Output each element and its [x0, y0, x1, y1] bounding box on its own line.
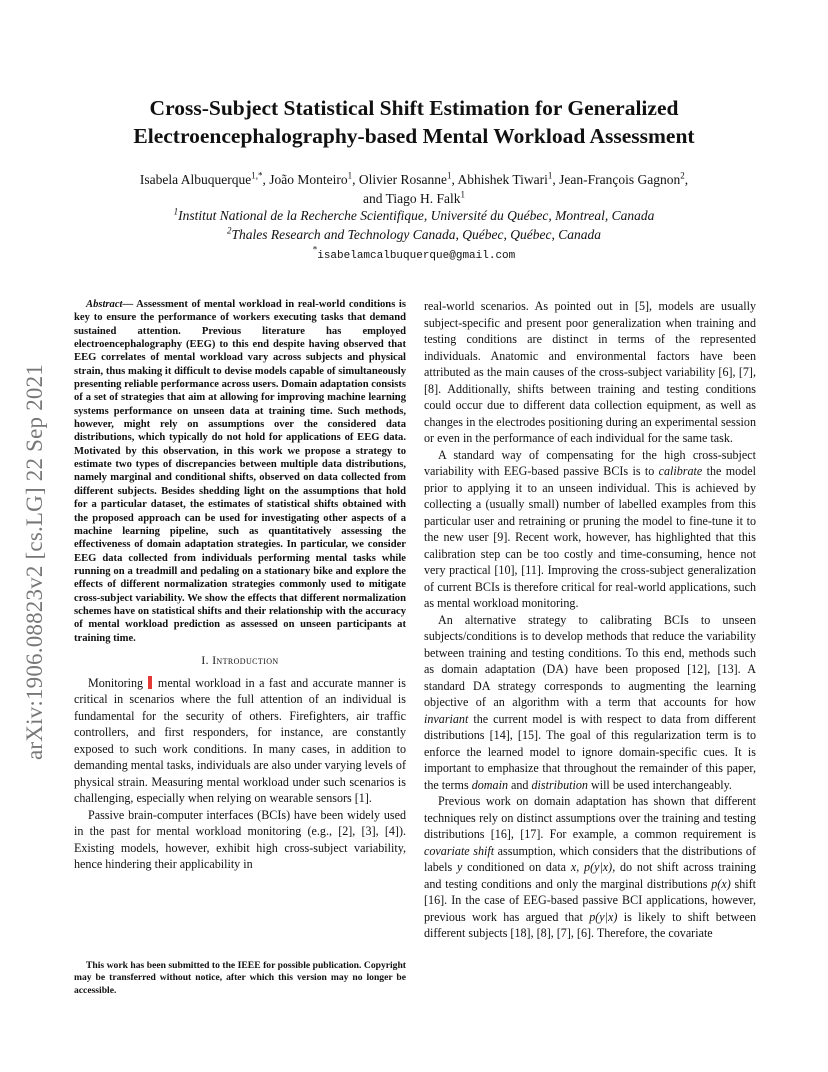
affiliations	[80, 206, 748, 266]
affiliation-1: $^1$Institut National de la Recherche Scientifique, Université du Québec, Montreal, Canada	[173, 206, 655, 223]
abstract-heading: Abstract	[86, 299, 123, 310]
intro-paragraph-6: Previous work on domain adaptation has shown that different techniques rely on distinct assumptions over the training and testing distributions [16], [17]. For example, a common requirement is covariate shift assumption, which considers that the distributions of labels y conditioned on data x, p(y|x), do not shift across training and testing conditions and only the marginal distributions p(x) shift [16]. In the case of EEG-based passive BCI applications, however, previous work has argued that p(y|x) is likely to shift between different subjects [18], [8], [7], [6]. Therefore, the covariate	[424, 794, 757, 940]
intro-paragraph-1: Monitoring mental workload in a fast and accurate manner is critical in scenarios where the full attention of an individual is fundamental for the security of others. Firefighters, air traffic controllers, and first responders, for instance, are constantly exposed to such work conditions. In many cases, in addition to demanding mental tasks, individuals are also under varying levels of physical strain. Measuring mental workload under such scenarios is challenging, especially when relying on wearable sensors [1].	[74, 675, 406, 806]
section-heading-introduction: I. Introduction	[201, 654, 279, 667]
text-cursor-marker	[148, 676, 152, 689]
footnote: This work has been submitted to the IEEE for possible publication. Copyright may be transferred without notice, after which this version may no longer be accessible.	[74, 960, 406, 996]
arxiv-stamp: arXiv:1906.08823v2 [cs.LG] 22 Sep 2021	[22, 364, 47, 760]
abstract-body: Assessment of mental workload in real-world conditions is key to ensure the performance of workers executing tasks that demand sustained attention. Previous literature has employed electroencephalography (EEG) to this end despite having observed that EEG correlates of mental workload vary across subjects and physical strain, thus making it difficult to devise models capable of simultaneously presenting reliable performance across users. Domain adaptation consists of a set of strategies that aim at allowing for improving machine learning systems performance on unseen data at training time. Such methods, however, might rely on assumptions over the considered data distributions, which typically do not hold for applications of EEG data. Motivated by this observation, in this work we propose a strategy to estimate two types of discrepancies between multiple data distributions, namely marginal and conditional shifts, observed on data collected from different subjects. Besides shedding light on the assumptions that hold for a particular dataset, the estimates of statistical shifts obtained with the proposed approach can be used for investigating other aspects of a machine learning pipeline, such as quantitatively assessing the effectiveness of domain adaptation strategies. In particular, we consider EEG data collected from individuals performing mental tasks while running on a treadmill and pedaling on a stationary bike and explore the effects of different normalization strategies commonly used to mitigate cross-subject variability. We show the effects that different normalization schemes have on statistical shifts and their relationship with the accuracy of mental workload prediction as assessed on unseen participants at training time.	[74, 299, 406, 644]
right-column	[424, 298, 756, 942]
author-list: Isabela Albuquerque$^{1,*}$, João Monteiro$^1$, Olivier Rosanne$^1$, Abhishek Tiwari$^1$, Jean-François Gagnon$^2$, and Tiago H. Falk$^1$	[139, 170, 689, 206]
intro-paragraph-3: real-world scenarios. As pointed out in [5], models are usually subject-specific and present poor generalization when training and testing conditions are distinct in terms of the represented individuals. Anatomic and environmental factors have been attributed as the main causes of the cross-subject variability [6], [7], [8]. Additionally, shifts between training and testing conditions could occur due to different data collection equipment, as well as changes in the electrodes positioning during an experimental session or even in the performance of each individual for the same task.	[424, 299, 756, 445]
intro-paragraph-2: Passive brain-computer interfaces (BCIs) have been widely used in the past for mental workload monitoring (e.g., [2], [3], [4]). Existing models, however, exhibit high cross-subject variability, hence hindering their applicability in	[74, 807, 406, 872]
left-column	[74, 298, 406, 873]
abstract: Abstract— Assessment of mental workload in real-world conditions is key to ensure the performance of workers executing tasks that demand sustained attention. Previous literature has employed electroencephalography (EEG) to this end despite having observed that EEG correlates of mental workload vary across subjects and physical strain, thus making it difficult to devise models capable of simultaneously presenting reliable performance across users. Domain adaptation consists of a set of strategies that aim at allowing for improving machine learning systems performance on unseen data at training time. Such methods, however, might rely on assumptions over the considered data distributions, which typically do not hold for applications of EEG data. Motivated by this observation, in this work we propose a strategy to estimate two types of discrepancies between multiple data distributions, namely marginal and conditional shifts, observed on data collected from different subjects. Besides shedding light on the assumptions that hold for a particular dataset, the estimates of statistical shifts obtained with the proposed approach can be used for investigating other aspects of a machine learning pipeline, such as quantitatively assessing the effectiveness of domain adaptation strategies. In particular, we consider EEG data collected from individuals performing mental tasks while running on a treadmill and pedaling on a stationary bike and explore the effects of different normalization strategies commonly used to mitigate cross-subject variability. We show the effects that different normalization schemes have on statistical shifts and their relationship with the accuracy of mental workload prediction as assessed on unseen participants at training time.	[74, 299, 406, 644]
intro-paragraph-4: A standard way of compensating for the high cross-subject variability with EEG-based passive BCIs is to calibrate the model prior to applying it to an unseen individual. This is achieved by collecting a (usually small) number of labelled examples from this particular user and retraining or pruning the model to fine-tune it to the new user [9]. Recent work, however, has highlighted that this calibration step can be too costly and time-consuming, hence not very practical [10], [11]. Improving the cross-subject generalization of current BCIs is therefore critical for real-world applications, such as mental workload monitoring.	[424, 447, 756, 610]
intro-paragraph-5: An alternative strategy to calibrating BCIs to unseen subjects/conditions is to develop methods that reduce the variability between training and testing conditions. To this end, methods such as domain adaptation (DA) have been proposed [12], [13]. A standard DA strategy corresponds to augmenting the learning objective of an algorithm with a term that accounts for how invariant the current model is with respect to data from different distributions [14], [15]. The goal of this regularization term is to enforce the learned model to ignore domain-specific cues. It is important to emphasize that throughout the remainder of this paper, the terms domain and distribution will be used interchangeably.	[424, 612, 756, 792]
paper-title: Cross-Subject Statistical Shift Estimation for Generalized Electroencephalography-based Mental Workload Assessment	[133, 96, 695, 148]
affiliation-2: $^2$Thales Research and Technology Canada, Québec, Québec, Canada	[227, 225, 601, 242]
contact-email: *isabelamcalbuquerque@gmail.com	[312, 244, 516, 262]
